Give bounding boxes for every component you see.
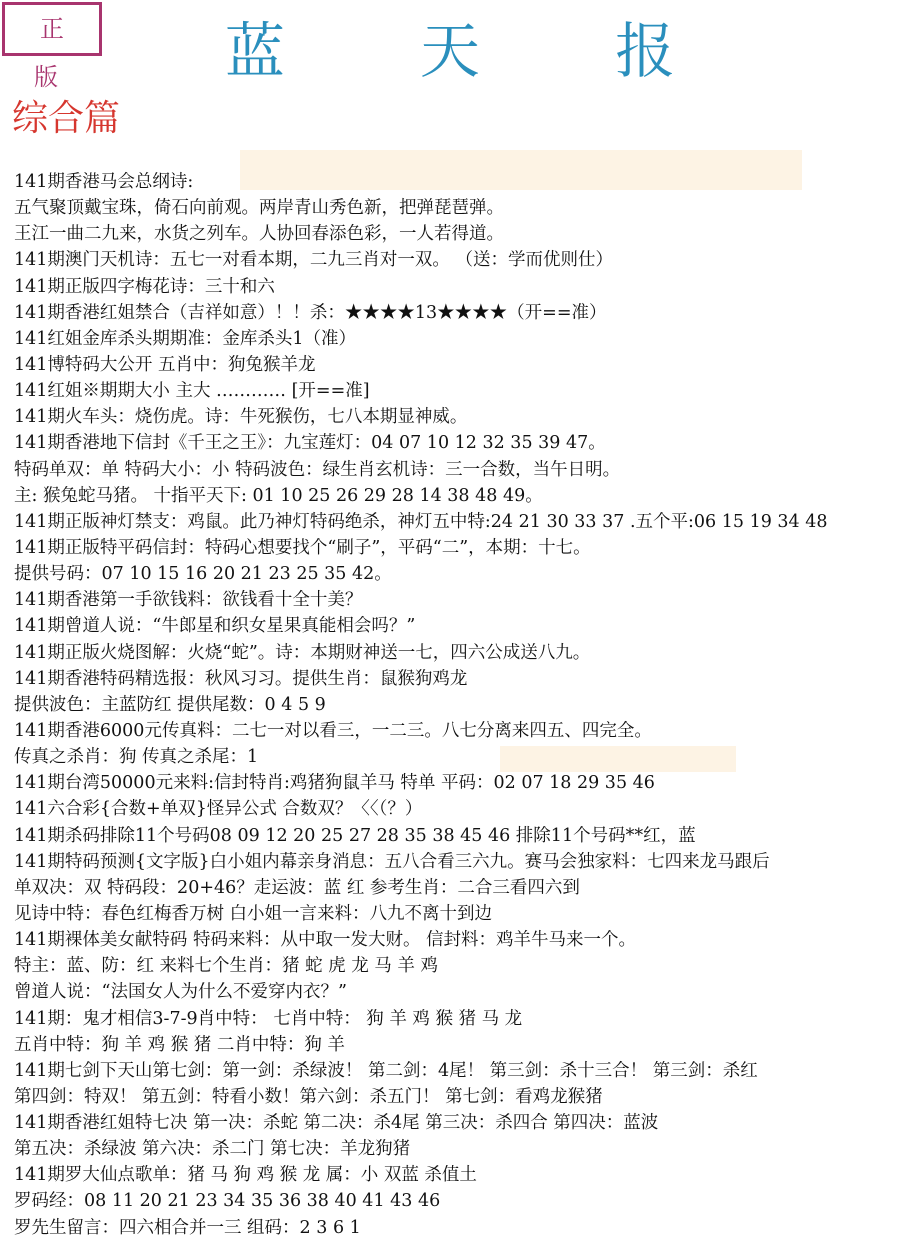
text-line: 第五决：杀绿波 第六决：杀二门 第七决：羊龙狗猪 [14, 1139, 411, 1160]
text-line: 141期正版四字梅花诗：三十和六 [14, 276, 275, 297]
text-line: 曾道人说：“法国女人为什么不爱穿内衣？” [14, 982, 347, 1003]
text-line: 141期香港特码精选报：秋风习习。提供生肖：鼠猴狗鸡龙 [14, 668, 468, 689]
text-line: 五肖中特：狗 羊 鸡 猴 猪 二肖中特：狗 羊 [14, 1034, 345, 1055]
text-line: 特码单双：单 特码大小：小 特码波色：绿生肖玄机诗：三一合数，当午日明。 [14, 459, 621, 480]
text-line: 五气聚顶戴宝珠，倚石向前观。两岸青山秀色新，把弹琵琶弹。 [14, 198, 504, 219]
section-heading: 综合篇 [12, 98, 121, 139]
text-line: 141红姐金库杀头期期准：金库杀头1（准） [14, 328, 357, 349]
text-line: 第四剑：特双！ 第五剑：特看小数！第六剑：杀五门！ 第七剑：看鸡龙猴猪 [14, 1086, 603, 1107]
text-line: 141期曾道人说：“牛郎星和织女星果真能相会吗？” [14, 616, 416, 637]
text-line: 141期杀码排除11个号码08 09 12 20 25 27 28 35 38 45 46 排除11个号码**红，蓝 [14, 825, 696, 846]
text-line: 王江一曲二九来，水货之列车。人协回春添色彩，一人若得道。 [14, 224, 504, 245]
text-line: 主: 猴兔蛇马猪。 十指平天下: 01 10 25 26 29 28 14 38 48 49。 [14, 485, 543, 506]
masthead-title: 蓝 天 报 [224, 17, 734, 87]
text-line: 特主：蓝、防：红 来料七个生肖：猪 蛇 虎 龙 马 羊 鸡 [14, 956, 438, 977]
text-line: 141期罗大仙点歌单：猪 马 狗 鸡 猴 龙 属：小 双蓝 杀值土 [14, 1165, 477, 1186]
text-line: 141期正版火烧图解：火烧“蛇”。诗：本期财神送一七，四六公成送八九。 [14, 642, 591, 663]
text-line: 141期香港红姐禁合（吉祥如意）！！杀：★★★★13★★★★（开==准） [14, 302, 607, 323]
text-line: 141期正版神灯禁支：鸡鼠。此乃神灯特码绝杀，神灯五中特:24 21 30 33 37 .五个平:06 15 19 34 48 [14, 511, 828, 532]
text-line: 见诗中特：春色红梅香万树 白小姐一言来料：八九不离十到边 [14, 903, 493, 924]
text-line: 141期：鬼才相信3-7-9肖中特： 七肖中特： 狗 羊 鸡 猴 猪 马 龙 [14, 1008, 523, 1029]
text-line: 141期香港马会总纲诗: [14, 172, 194, 192]
edition-badge: 正 版 [2, 2, 102, 56]
text-line: 141期台湾50000元来料:信封特肖:鸡猪狗鼠羊马 特单 平码：02 07 18 29 35 46 [14, 773, 655, 794]
text-line: 141期香港6000元传真料：二七一对以看三，一二三。八七分离来四五、四完全。 [14, 720, 652, 741]
text-line: 141期七剑下天山第七剑：第一剑：杀绿波！ 第二剑：4尾！ 第三剑：杀十三合！ 第三剑：杀红 [14, 1060, 758, 1081]
text-line: 141期澳门天机诗：五七一对看本期，二九三肖对一双。 （送：学而优则仕） [14, 250, 613, 271]
text-line: 141期香港第一手欲钱料：欲钱看十全十美？ [14, 590, 363, 611]
text-line: 141期香港地下信封《千王之王》：九宝莲灯：04 07 10 12 32 35 39 47。 [14, 433, 606, 454]
text-line: 提供波色：主蓝防红 提供尾数：0 4 5 9 [14, 694, 326, 715]
article-body [14, 169, 896, 1241]
text-line: 提供号码：07 10 15 16 20 21 23 25 35 42。 [14, 564, 392, 585]
text-line: 141期裸体美女献特码 特码来料：从中取一发大财。 信封料：鸡羊牛马来一个。 [14, 930, 637, 951]
text-line: 141期香港红姐特七决 第一决：杀蛇 第二决：杀4尾 第三决：杀四合 第四决：蓝波 [14, 1113, 659, 1134]
text-line: 单双决：双 特码段：20+46？走运波：蓝 红 参考生肖：二合三看四六到 [14, 877, 580, 898]
text-line: 141六合彩{合数+单双}怪异公式 合数双？〈〈（？） [14, 799, 423, 820]
text-line: 141期火车头：烧伤虎。诗：牛死猴伤，七八本期显神威。 [14, 407, 468, 428]
text-line: 141期正版特平码信封：特码心想要找个“刷子”，平码“二”，本期：十七。 [14, 537, 591, 558]
text-line: 141期特码预测{文字版}白小姐内幕亲身消息：五八合看三六九。赛马会独家料：七四来龙马跟后 [14, 851, 770, 872]
text-line: 罗码经：08 11 20 21 23 34 35 36 38 40 41 43 46 [14, 1191, 441, 1212]
text-line: 141红姐※期期大小 主大 ………… [开==准] [14, 381, 370, 402]
text-line: 传真之杀肖：狗 传真之杀尾：1 [14, 747, 259, 768]
text-line: 141博特码大公开 五肖中：狗兔猴羊龙 [14, 354, 316, 375]
text-line: 罗先生留言：四六相合并一三 组码：2 3 6 1 [14, 1217, 361, 1238]
